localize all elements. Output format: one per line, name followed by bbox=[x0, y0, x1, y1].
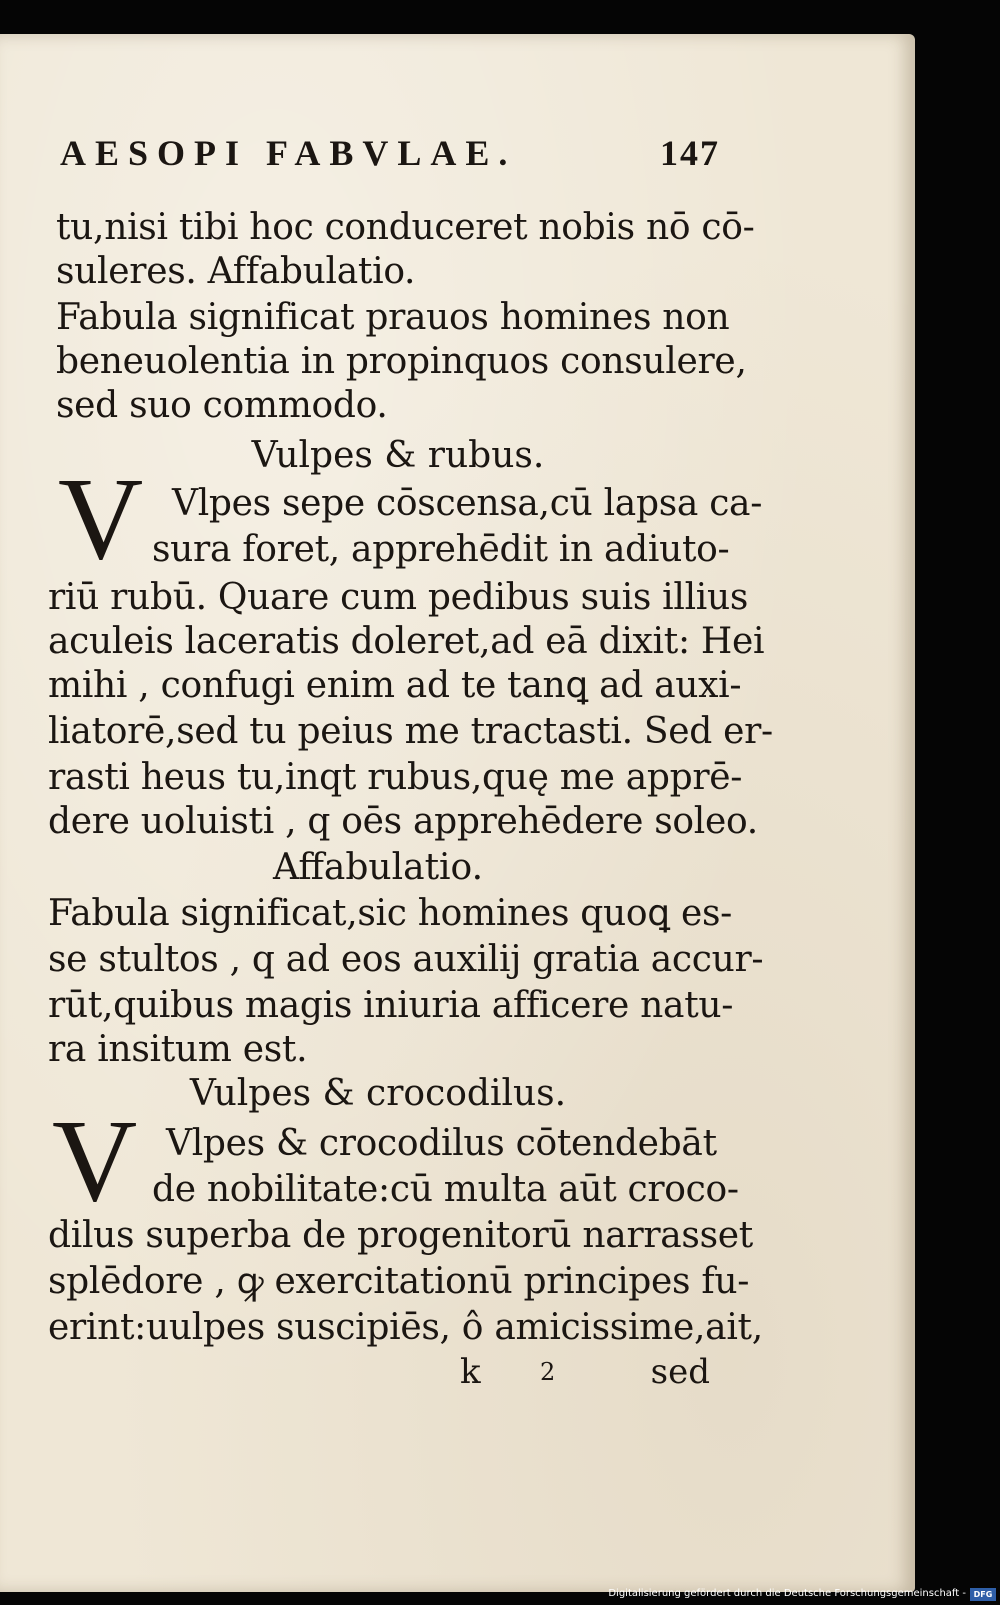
text-line: Fabula significat prauos homines non bbox=[56, 297, 730, 338]
text-line: splēdore , ꝙ exercitationū principes fu- bbox=[48, 1261, 750, 1302]
text-line: Vlpes & crocodilus cōtendebāt bbox=[166, 1123, 717, 1164]
text-line: dere uoluisti , q oēs apprehēdere soleo. bbox=[48, 801, 758, 842]
digitization-credit: Digitalisierung gefördert durch die Deutsche Forschungsgemeinschaft - bbox=[608, 1588, 966, 1599]
dfg-logo: DFG bbox=[970, 1588, 996, 1601]
text-line: beneuolentia in propinquos consulere, bbox=[56, 341, 747, 382]
text-line: suleres. Affabulatio. bbox=[56, 251, 416, 292]
book-page bbox=[0, 34, 915, 1592]
signature-mark: k bbox=[460, 1352, 481, 1392]
catchword: sed bbox=[650, 1352, 710, 1392]
text-line: Vlpes sepe cōscensa,cū lapsa ca- bbox=[172, 483, 763, 524]
text-line: se stultos , q ad eos auxilij gratia accur- bbox=[48, 939, 764, 980]
text-line: rūt,quibus magis iniuria afficere natu- bbox=[48, 985, 734, 1026]
text-line: sed suo commodo. bbox=[56, 385, 388, 426]
signature-number: 2 bbox=[540, 1358, 556, 1386]
drop-cap: V bbox=[58, 453, 144, 584]
text-line: aculeis laceratis doleret,ad eā dixit: Hei bbox=[48, 621, 765, 662]
text-line: riū rubū. Quare cum pedibus suis illius bbox=[48, 577, 749, 618]
text-line: mihi , confugi enim ad te tanꝗ ad auxi- bbox=[48, 665, 742, 706]
text-line: erint:uulpes suscipiēs, ô amicissime,ait, bbox=[48, 1307, 763, 1348]
text-line: tu,nisi tibi hoc conduceret nobis nō cō- bbox=[56, 207, 755, 248]
text-line: liatorē,sed tu peius me tractasti. Sed er- bbox=[48, 711, 773, 752]
text-line: sura foret, apprehēdit in adiuto- bbox=[152, 529, 730, 570]
fable-title: Vulpes & crocodilus. bbox=[189, 1073, 567, 1114]
fable-title: Vulpes & rubus. bbox=[251, 435, 545, 476]
text-line: dilus superba de progenitorū narrasset bbox=[48, 1215, 753, 1256]
drop-cap: V bbox=[52, 1095, 138, 1226]
running-header bbox=[60, 132, 720, 174]
running-title: AESOPI FABVLAE. bbox=[60, 133, 517, 173]
page-number: 147 bbox=[660, 133, 720, 173]
text-line: ra insitum est. bbox=[48, 1029, 308, 1070]
text-line: Fabula significat,sic homines quoꝗ es- bbox=[48, 893, 733, 934]
affabulatio-title: Affabulatio. bbox=[272, 847, 484, 888]
text-line: rasti heus tu,inqt rubus,quę me apprē- bbox=[48, 757, 743, 798]
text-line: de nobilitate:cū multa aūt croco- bbox=[152, 1169, 739, 1210]
